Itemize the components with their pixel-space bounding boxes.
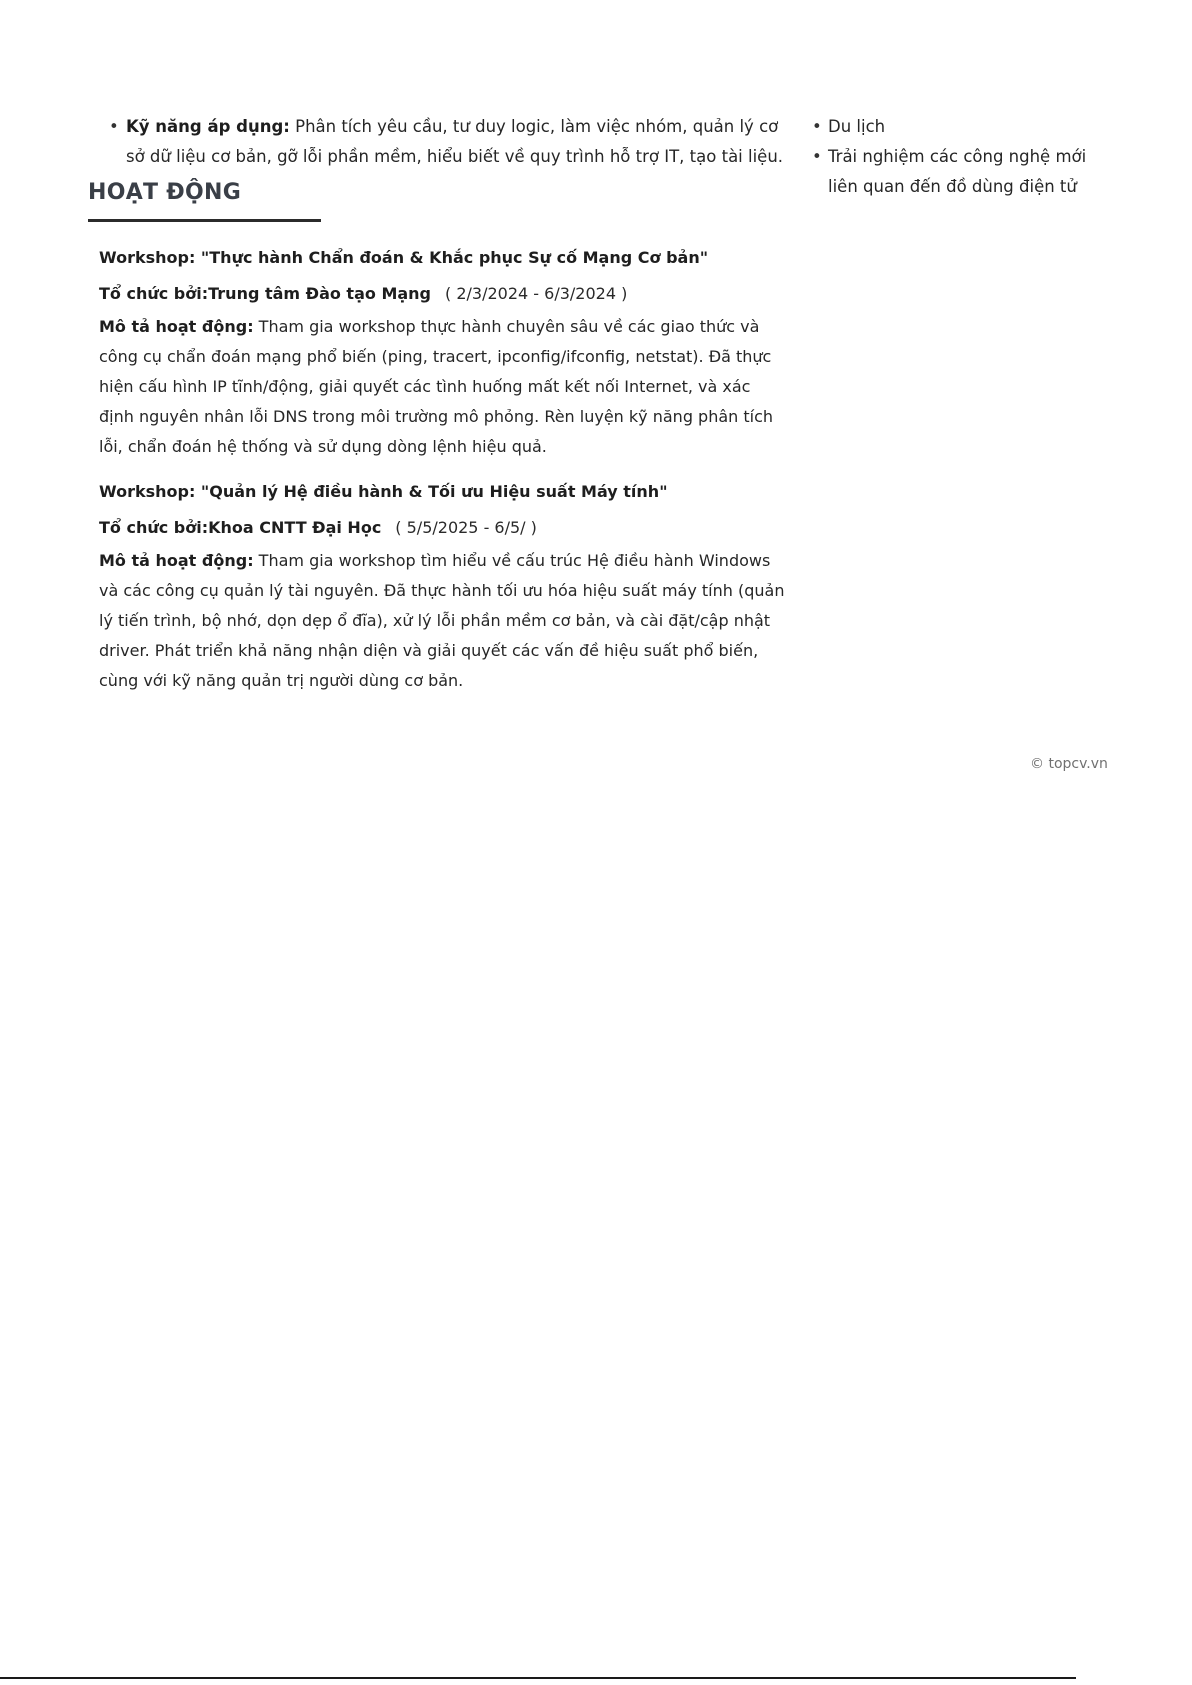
activity-item [88,474,788,696]
description-label: Mô tả hoạt động: [99,551,254,570]
activity-title: Workshop: "Quản lý Hệ điều hành & Tối ưu Hiệu suất Máy tính" [99,482,668,501]
activity-dates: ( 2/3/2024 - 6/3/2024 ) [445,284,628,303]
organizer-label: Tổ chức bởi:Khoa CNTT Đại Học [99,518,382,537]
activity-item [88,240,788,462]
main-column [88,112,788,696]
activity-organizer [99,510,788,546]
hobbies-list [812,112,1112,202]
skills-item [126,112,788,172]
topcv-watermark: © topcv.vn [1030,756,1108,772]
activity-description [99,546,788,696]
skills-list [88,112,788,172]
activity-description [99,312,788,462]
organizer-label: Tổ chức bởi:Trung tâm Đào tạo Mạng [99,284,431,303]
hobby-item: • Du lịch [828,112,1112,142]
activity-organizer [99,276,788,312]
activity-title: Workshop: "Thực hành Chẩn đoán & Khắc phục Sự cố Mạng Cơ bản" [99,248,709,267]
description-text: Tham gia workshop tìm hiểu về cấu trúc Hệ điều hành Windows và các công cụ quản lý tài nguyên. Đã thực hành tối ưu hóa hiệu suất máy tính (quản lý tiến trình, bộ nhớ, dọn dẹp ổ đĩa), xử lý lỗi phần mềm cơ bản, và cài đặt/cập nhật driver. Phát triển khả năng nhận diện và giải quyết các vấn đề hiệu suất phổ biến, cùng với kỹ năng quản trị người dùng cơ bản. [99,551,785,690]
section-title: HOẠT ĐỘNG [88,180,242,205]
skills-text: Phân tích yêu cầu, tư duy logic, làm việc nhóm, quản lý cơ sở dữ liệu cơ bản, gỡ lỗi phần mềm, hiểu biết về quy trình hỗ trợ IT, tạo tài liệu. [126,117,784,166]
side-column [812,112,1112,202]
skills-label: Kỹ năng áp dụng: [126,117,290,136]
section-underline [88,219,321,222]
page-bottom-rule [0,1677,1076,1679]
description-text: Tham gia workshop thực hành chuyên sâu về các giao thức và công cụ chẩn đoán mạng phổ biến (ping, tracert, ipconfig/ifconfig, netstat). Đã thực hiện cấu hình IP tĩnh/động, giải quyết các tình huống mất kết nối Internet, và xác định nguyên nhân lỗi DNS trong môi trường mô phỏng. Rèn luyện kỹ năng phân tích lỗi, chẩn đoán hệ thống và sử dụng dòng lệnh hiệu quả. [99,317,774,456]
hobby-item: • Trải nghiệm các công nghệ mới liên quan đến đồ dùng điện tử [828,142,1112,202]
activity-dates: ( 5/5/2025 - 6/5/ ) [395,518,537,537]
description-label: Mô tả hoạt động: [99,317,254,336]
